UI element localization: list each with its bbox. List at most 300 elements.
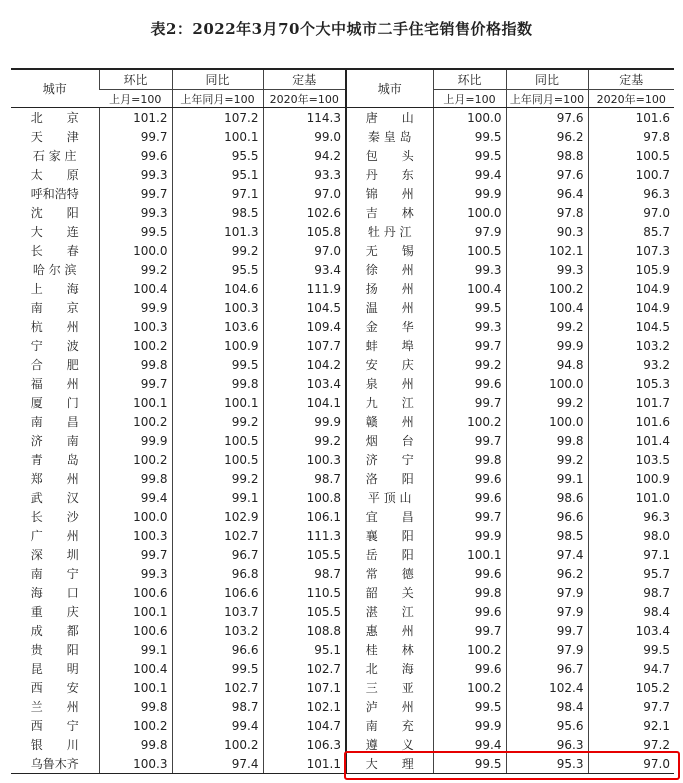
yoy-cell: 100.2 [172,735,263,754]
header-fixed-base-right: 2020年=100 [588,90,674,108]
mom-cell: 99.1 [99,640,172,659]
table-row [11,716,674,735]
city-cell: 沈 阳 [30,206,79,220]
table-row [11,412,674,431]
yoy-cell: 100.4 [506,298,588,317]
fixed-cell: 99.0 [263,127,346,146]
city-cell: 武 汉 [30,491,79,505]
yoy-cell: 97.6 [506,108,588,128]
fixed-cell: 100.3 [263,450,346,469]
header-city-left: 城市 [11,69,99,108]
city-cell: 重 庆 [30,605,79,619]
yoy-cell: 100.5 [172,450,263,469]
yoy-cell: 100.2 [506,279,588,298]
fixed-cell: 97.0 [263,184,346,203]
fixed-cell: 95.7 [588,564,674,583]
city-cell: 桂 林 [346,640,433,659]
city-cell: 丹 东 [346,165,433,184]
fixed-cell: 102.1 [263,697,346,716]
fixed-cell: 105.5 [263,545,346,564]
fixed-cell: 107.1 [263,678,346,697]
fixed-cell: 104.9 [588,279,674,298]
fixed-cell: 104.5 [588,317,674,336]
city-cell: 西 安 [30,681,79,695]
yoy-cell: 95.5 [172,260,263,279]
mom-cell: 99.6 [433,488,506,507]
fixed-cell: 105.8 [263,222,346,241]
table-row [11,222,674,241]
city-cell: 宜 昌 [346,507,433,526]
city-cell: 九 江 [346,393,433,412]
city-cell: 郑 州 [30,472,79,486]
yoy-cell: 96.7 [172,545,263,564]
header-yoy-right: 同比 [506,69,588,90]
city-cell: 唐 山 [346,108,433,128]
mom-cell: 100.1 [433,545,506,564]
yoy-cell: 101.3 [172,222,263,241]
table-row [11,659,674,678]
mom-cell: 100.0 [433,203,506,222]
fixed-cell: 94.2 [263,146,346,165]
city-cell: 扬 州 [346,279,433,298]
city-cell: 石 家 庄 [32,149,77,163]
table-row [11,678,674,697]
city-cell: 呼和浩特 [30,187,79,201]
yoy-cell: 97.9 [506,640,588,659]
city-cell: 成 都 [30,624,79,638]
mom-cell: 99.5 [433,298,506,317]
fixed-cell: 104.5 [263,298,346,317]
fixed-cell: 104.9 [588,298,674,317]
mom-cell: 99.3 [99,203,172,222]
table-row [11,336,674,355]
table-row [11,108,674,128]
yoy-cell: 99.1 [506,469,588,488]
city-cell: 兰 州 [30,700,79,714]
yoy-cell: 100.9 [172,336,263,355]
fixed-cell: 103.2 [588,336,674,355]
city-cell: 上 海 [30,282,79,296]
header-mom-base-left: 上月=100 [99,90,172,108]
yoy-cell: 100.3 [172,298,263,317]
mom-cell: 99.6 [433,564,506,583]
fixed-cell: 97.0 [588,203,674,222]
city-cell: 泉 州 [346,374,433,393]
mom-cell: 100.6 [99,621,172,640]
fixed-cell: 105.3 [588,374,674,393]
table-row [11,241,674,260]
mom-cell: 99.2 [433,355,506,374]
yoy-cell: 103.6 [172,317,263,336]
table-row [11,450,674,469]
mom-cell: 99.9 [99,431,172,450]
yoy-cell: 98.7 [172,697,263,716]
city-cell: 北 海 [346,659,433,678]
fixed-cell: 101.1 [263,754,346,774]
mom-cell: 99.7 [433,431,506,450]
city-cell: 岳 阳 [346,545,433,564]
fixed-cell: 101.0 [588,488,674,507]
mom-cell: 99.6 [433,659,506,678]
city-cell: 南 充 [346,716,433,735]
yoy-cell: 97.6 [506,165,588,184]
fixed-cell: 107.7 [263,336,346,355]
fixed-cell: 108.8 [263,621,346,640]
city-cell: 昆 明 [30,662,79,676]
yoy-cell: 106.6 [172,583,263,602]
fixed-cell: 106.3 [263,735,346,754]
fixed-cell: 103.4 [588,621,674,640]
yoy-cell: 100.5 [172,431,263,450]
mom-cell: 100.2 [99,716,172,735]
city-cell: 平 顶 山 [346,488,433,507]
city-cell: 大 连 [30,225,79,239]
table-row [11,697,674,716]
table-row [11,127,674,146]
yoy-cell: 95.6 [506,716,588,735]
city-cell: 烟 台 [346,431,433,450]
fixed-cell: 99.5 [588,640,674,659]
table-row [11,279,674,298]
yoy-cell: 99.2 [506,317,588,336]
yoy-cell: 96.6 [172,640,263,659]
fixed-cell: 98.0 [588,526,674,545]
yoy-cell: 96.2 [506,127,588,146]
table-row [11,526,674,545]
yoy-cell: 102.7 [172,526,263,545]
mom-cell: 99.6 [433,602,506,621]
yoy-cell: 98.4 [506,697,588,716]
fixed-cell: 97.1 [588,545,674,564]
city-cell: 海 口 [30,586,79,600]
fixed-cell: 97.2 [588,735,674,754]
fixed-cell: 101.7 [588,393,674,412]
table-row [11,640,674,659]
city-cell: 遵 义 [346,735,433,754]
city-cell: 韶 关 [346,583,433,602]
fixed-cell: 111.3 [263,526,346,545]
table-row [11,393,674,412]
fixed-cell: 98.7 [263,469,346,488]
fixed-cell: 102.7 [263,659,346,678]
mom-cell: 100.0 [99,507,172,526]
fixed-cell: 97.7 [588,697,674,716]
yoy-cell: 98.5 [506,526,588,545]
city-cell: 赣 州 [346,412,433,431]
mom-cell: 100.0 [433,108,506,128]
yoy-cell: 99.2 [506,393,588,412]
mom-cell: 100.1 [99,393,172,412]
yoy-cell: 98.5 [172,203,263,222]
mom-cell: 99.6 [99,146,172,165]
city-cell: 广 州 [30,529,79,543]
table-row [11,507,674,526]
fixed-cell: 103.5 [588,450,674,469]
yoy-cell: 100.0 [506,374,588,393]
table-row [11,165,674,184]
yoy-cell: 100.0 [506,412,588,431]
mom-cell: 100.0 [99,241,172,260]
city-cell: 北 京 [30,111,79,125]
city-cell: 合 肥 [30,358,79,372]
city-cell: 金 华 [346,317,433,336]
city-cell: 泸 州 [346,697,433,716]
yoy-cell: 96.6 [506,507,588,526]
fixed-cell: 103.4 [263,374,346,393]
yoy-cell: 99.5 [172,659,263,678]
table-row [11,355,674,374]
mom-cell: 100.3 [99,317,172,336]
fixed-cell: 104.7 [263,716,346,735]
city-cell: 常 德 [346,564,433,583]
mom-cell: 99.8 [99,355,172,374]
fixed-cell: 96.3 [588,507,674,526]
mom-cell: 100.2 [433,412,506,431]
city-cell: 南 昌 [30,415,79,429]
mom-cell: 99.8 [433,450,506,469]
city-cell: 宁 波 [30,339,79,353]
city-cell: 哈 尔 滨 [32,263,77,277]
mom-cell: 100.2 [99,412,172,431]
mom-cell: 97.9 [433,222,506,241]
yoy-cell: 96.7 [506,659,588,678]
city-cell: 南 宁 [30,567,79,581]
mom-cell: 100.4 [99,279,172,298]
table-row [11,146,674,165]
city-cell: 银 川 [30,738,79,752]
header-fixed-right: 定基 [588,69,674,90]
mom-cell: 100.3 [99,526,172,545]
city-cell: 徐 州 [346,260,433,279]
mom-cell: 99.7 [433,507,506,526]
yoy-cell: 99.8 [506,431,588,450]
table-row [11,564,674,583]
mom-cell: 99.8 [99,469,172,488]
city-cell: 天 津 [30,130,79,144]
header-yoy-left: 同比 [172,69,263,90]
fixed-cell: 101.6 [588,412,674,431]
city-cell: 锦 州 [346,184,433,203]
mom-cell: 99.7 [433,393,506,412]
mom-cell: 99.4 [433,165,506,184]
yoy-cell: 99.1 [172,488,263,507]
mom-cell: 99.9 [99,298,172,317]
table-row [11,431,674,450]
fixed-cell: 98.7 [263,564,346,583]
fixed-cell: 100.9 [588,469,674,488]
header-yoy-base-left: 上年同月=100 [172,90,263,108]
table-row [11,488,674,507]
fixed-cell: 110.5 [263,583,346,602]
city-cell: 吉 林 [346,203,433,222]
city-cell: 洛 阳 [346,469,433,488]
mom-cell: 99.5 [433,697,506,716]
mom-cell: 99.5 [433,754,506,774]
mom-cell: 99.9 [433,184,506,203]
mom-cell: 99.7 [433,621,506,640]
mom-cell: 99.9 [433,716,506,735]
mom-cell: 99.7 [99,184,172,203]
table-row [11,602,674,621]
table-row [11,754,674,774]
city-cell: 厦 门 [30,396,79,410]
yoy-cell: 102.9 [172,507,263,526]
fixed-cell: 111.9 [263,279,346,298]
mom-cell: 99.3 [99,564,172,583]
fixed-cell: 105.5 [263,602,346,621]
mom-cell: 99.5 [99,222,172,241]
yoy-cell: 90.3 [506,222,588,241]
yoy-cell: 95.3 [506,754,588,774]
mom-cell: 99.4 [433,735,506,754]
yoy-cell: 97.1 [172,184,263,203]
yoy-cell: 97.9 [506,583,588,602]
yoy-cell: 98.8 [506,146,588,165]
header-mom-base-right: 上月=100 [433,90,506,108]
yoy-cell: 102.7 [172,678,263,697]
mom-cell: 99.7 [99,374,172,393]
table-row [11,469,674,488]
table-row [11,203,674,222]
table-row [11,317,674,336]
fixed-cell: 97.0 [263,241,346,260]
city-cell: 温 州 [346,298,433,317]
yoy-cell: 99.3 [506,260,588,279]
fixed-cell: 98.7 [588,583,674,602]
mom-cell: 100.6 [99,583,172,602]
mom-cell: 101.2 [99,108,172,128]
fixed-cell: 106.1 [263,507,346,526]
fixed-cell: 105.9 [588,260,674,279]
fixed-cell: 93.4 [263,260,346,279]
mom-cell: 99.3 [433,260,506,279]
yoy-cell: 102.1 [506,241,588,260]
fixed-cell: 101.6 [588,108,674,128]
yoy-cell: 96.8 [172,564,263,583]
mom-cell: 99.3 [99,165,172,184]
city-cell: 牡 丹 江 [346,222,433,241]
yoy-cell: 100.1 [172,127,263,146]
city-cell: 安 庆 [346,355,433,374]
city-cell: 太 原 [30,168,79,182]
yoy-cell: 95.1 [172,165,263,184]
yoy-cell: 100.1 [172,393,263,412]
yoy-cell: 97.4 [506,545,588,564]
mom-cell: 100.1 [99,602,172,621]
yoy-cell: 99.7 [506,621,588,640]
yoy-cell: 99.5 [172,355,263,374]
table-row [11,184,674,203]
page-title: 表2：2022年3月70个大中城市二手住宅销售价格指数 [150,20,533,38]
table-row [11,735,674,754]
header-fixed-left: 定基 [263,69,346,90]
city-cell: 襄 阳 [346,526,433,545]
fixed-cell: 97.0 [588,754,674,774]
mom-cell: 100.2 [99,450,172,469]
yoy-cell: 95.5 [172,146,263,165]
yoy-cell: 97.4 [172,754,263,774]
yoy-cell: 99.2 [506,450,588,469]
yoy-cell: 103.2 [172,621,263,640]
city-cell: 大 理 [346,754,433,774]
mom-cell: 99.8 [433,583,506,602]
header-city-right: 城市 [346,69,433,108]
fixed-cell: 98.4 [588,602,674,621]
city-cell: 乌鲁木齐 [11,754,99,774]
mom-cell: 99.4 [99,488,172,507]
mom-cell: 99.7 [99,545,172,564]
mom-cell: 99.8 [99,697,172,716]
yoy-cell: 96.3 [506,735,588,754]
city-cell: 惠 州 [346,621,433,640]
mom-cell: 100.2 [433,678,506,697]
city-cell: 蚌 埠 [346,336,433,355]
fixed-cell: 100.7 [588,165,674,184]
yoy-cell: 99.4 [172,716,263,735]
city-cell: 深 圳 [30,548,79,562]
mom-cell: 99.3 [433,317,506,336]
yoy-cell: 94.8 [506,355,588,374]
fixed-cell: 93.2 [588,355,674,374]
header-mom-left: 环比 [99,69,172,90]
header-mom-right: 环比 [433,69,506,90]
fixed-cell: 85.7 [588,222,674,241]
city-cell: 三 亚 [346,678,433,697]
table-row [11,583,674,602]
yoy-cell: 107.2 [172,108,263,128]
mom-cell: 100.5 [433,241,506,260]
mom-cell: 100.1 [99,678,172,697]
mom-cell: 100.4 [99,659,172,678]
fixed-cell: 96.3 [588,184,674,203]
table-row [11,298,674,317]
yoy-cell: 99.2 [172,241,263,260]
city-cell: 秦 皇 岛 [346,127,433,146]
fixed-cell: 97.8 [588,127,674,146]
city-cell: 南 京 [30,301,79,315]
yoy-cell: 99.2 [172,412,263,431]
table-row [11,621,674,640]
city-cell: 长 沙 [30,510,79,524]
city-cell: 济 宁 [346,450,433,469]
fixed-cell: 104.2 [263,355,346,374]
yoy-cell: 96.4 [506,184,588,203]
fixed-cell: 100.5 [588,146,674,165]
fixed-cell: 101.4 [588,431,674,450]
header-yoy-base-right: 上年同月=100 [506,90,588,108]
mom-cell: 99.5 [433,146,506,165]
yoy-cell: 99.2 [172,469,263,488]
table-row [11,545,674,564]
yoy-cell: 104.6 [172,279,263,298]
city-cell: 包 头 [346,146,433,165]
mom-cell: 99.8 [99,735,172,754]
fixed-cell: 105.2 [588,678,674,697]
fixed-cell: 92.1 [588,716,674,735]
fixed-cell: 95.1 [263,640,346,659]
fixed-cell: 107.3 [588,241,674,260]
mom-cell: 100.2 [433,640,506,659]
mom-cell: 99.5 [433,127,506,146]
mom-cell: 99.6 [433,374,506,393]
city-cell: 杭 州 [30,320,79,334]
city-cell: 长 春 [30,244,79,258]
mom-cell: 99.9 [433,526,506,545]
mom-cell: 100.4 [433,279,506,298]
mom-cell: 100.3 [99,754,172,774]
table-row [11,374,674,393]
yoy-cell: 102.4 [506,678,588,697]
